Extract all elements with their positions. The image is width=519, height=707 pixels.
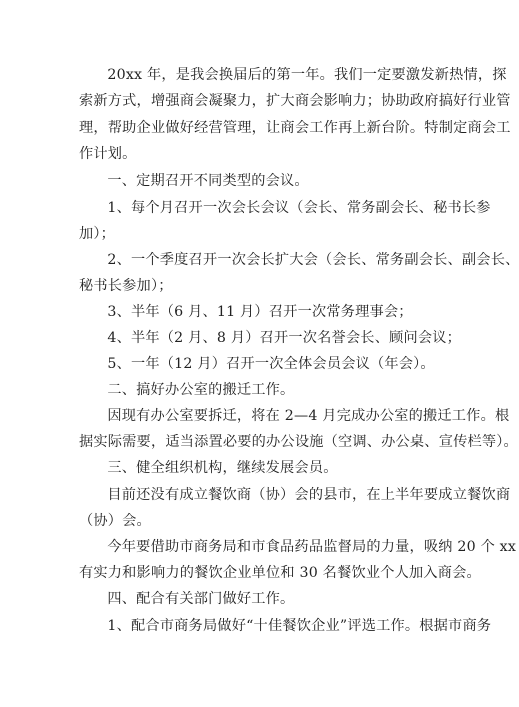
text-line: 据实际需要，适当添置必要的办公设施（空调、办公桌、宣传栏等）。 xyxy=(79,434,518,451)
text-line: 目前还没有成立餐饮商（协）会的县市，在上半年要成立餐饮商 xyxy=(107,487,511,503)
list-item-1 xyxy=(79,195,491,248)
text-line: 4、半年（2 月、8 月）召开一次名誉会长、顾问会议； xyxy=(107,330,462,346)
text-line: 3、半年（6 月、11 月）召开一次常务理事会； xyxy=(107,304,413,320)
list-item-3 xyxy=(79,299,433,325)
paragraph-recruit-members xyxy=(79,534,517,587)
text-line: 理，帮助企业做好经营管理，让商会工作再上新台阶。特制定商会工 xyxy=(79,119,511,136)
section-heading-3 xyxy=(79,455,433,481)
list-item-4 xyxy=(79,325,462,351)
list-item-2 xyxy=(79,247,519,300)
text-line: 加）； xyxy=(79,226,116,243)
text-line: 因现有办公室要拆迁，将在 2—4 月完成办公室的搬迁工作。根 xyxy=(107,408,510,424)
list-item-5 xyxy=(79,351,433,377)
text-line: 三、健全组织机构，继续发展会员。 xyxy=(107,460,338,476)
text-line: 索新方式，增强商会凝聚力，扩大商会影响力；协助政府搞好行业管 xyxy=(79,93,511,110)
text-line: 今年要借助市商务局和市食品药品监督局的力量，吸纳 20 个 xx xyxy=(107,539,517,555)
paragraph-intro xyxy=(79,62,511,167)
text-line: 二、搞好办公室的搬迁工作。 xyxy=(107,382,295,398)
text-line: 作计划。 xyxy=(79,145,137,162)
text-line: 一、定期召开不同类型的会议。 xyxy=(107,173,309,189)
paragraph-new-associations xyxy=(79,482,511,535)
text-line: 四、配合有关部门做好工作。 xyxy=(107,591,295,607)
text-line: （协）会。 xyxy=(79,513,151,530)
list-item-cooperate-1 xyxy=(79,613,492,639)
text-line: 秘书长参加）； xyxy=(79,278,173,295)
paragraph-office-move xyxy=(79,403,518,456)
section-heading-1 xyxy=(79,168,433,194)
text-line: 有实力和影响力的餐饮企业单位和 30 名餐饮业个人加入商会。 xyxy=(79,565,481,582)
text-line: 5、一年（12 月）召开一次全体会员会议（年会）。 xyxy=(107,356,435,372)
text-line: 2、一个季度召开一次会长扩大会（会长、常务副会长、副会长、 xyxy=(107,252,519,268)
text-line: 1、配合市商务局做好“十佳餐饮企业”评选工作。根据市商务 xyxy=(107,618,492,634)
section-heading-2 xyxy=(79,377,433,403)
section-heading-4 xyxy=(79,586,433,612)
text-line: 1、每个月召开一次会长会议（会长、常务副会长、秘书长参 xyxy=(107,200,491,216)
text-line: 20xx 年，是我会换届后的第一年。我们一定要激发新热情，探 xyxy=(107,67,507,83)
